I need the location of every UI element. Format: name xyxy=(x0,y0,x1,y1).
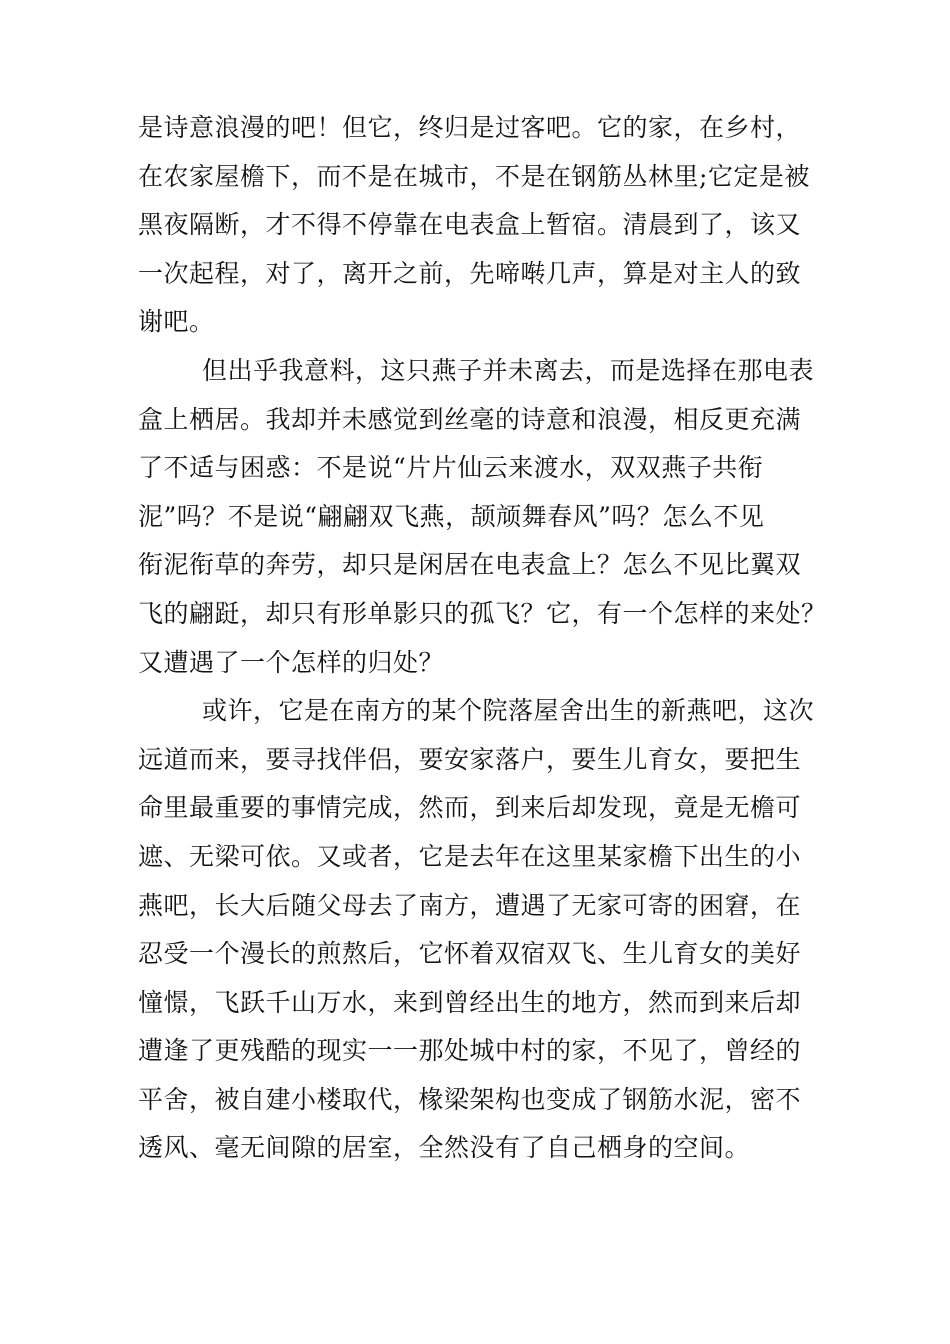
text-line: 一次起程，对了，离开之前，先啼啭几声，算是对主人的致 xyxy=(138,258,802,288)
text-line: 遭逢了更残酷的现实一一那处城中村的家，不见了，曾经的 xyxy=(138,1036,802,1066)
paragraph-3 xyxy=(138,687,838,1173)
text-line: 是诗意浪漫的吧！但它，终归是过客吧。它的家，在乡村， xyxy=(138,113,802,142)
text-line: 在农家屋檐下，而不是在城市，不是在钢筋丛林里;它定是被 xyxy=(138,161,810,191)
text-line: 但出乎我意料，这只燕子并未离去，而是选择在那电表 xyxy=(202,355,815,385)
text-line: 泥”吗？不是说“翩翩双飞燕，颉颃舞春风”吗？怎么不见 xyxy=(138,501,765,531)
text-line: 远道而来，要寻找伴侣，要安家落户，要生儿育女，要把生 xyxy=(138,744,802,774)
text-line: 谢吧。 xyxy=(138,307,215,337)
paragraph-1 xyxy=(138,104,838,347)
text-line: 憧憬，飞跃千山万水，来到曾经出生的地方，然而到来后却 xyxy=(138,987,802,1017)
text-line: 飞的翩跹，却只有形单影只的孤飞？它，有一个怎样的来处？ xyxy=(138,598,827,628)
paragraph-2 xyxy=(138,347,838,687)
text-line: 黑夜隔断，才不得不停靠在电表盒上暂宿。清晨到了，该又 xyxy=(138,210,802,240)
text-line: 忍受一个漫长的煎熬后，它怀着双宿双飞、生儿育女的美好 xyxy=(138,939,802,969)
text-line: 衔泥衔草的奔劳，却只是闲居在电表盒上？怎么不见比翼双 xyxy=(138,550,802,580)
document-body xyxy=(138,104,838,1173)
text-line: 了不适与困惑：不是说“片片仙云来渡水，双双燕子共衔 xyxy=(138,453,764,483)
text-line: 遮、无梁可依。又或者，它是去年在这里某家檐下出生的小 xyxy=(138,841,802,871)
text-line: 燕吧，长大后随父母去了南方，遭遇了无家可寄的困窘，在 xyxy=(138,890,802,920)
text-line: 或许，它是在南方的某个院落屋舍出生的新燕吧，这次 xyxy=(202,696,815,726)
text-line: 又遭遇了一个怎样的归处？ xyxy=(138,647,445,677)
text-line: 平舍，被自建小楼取代，椽梁架构也变成了钢筋水泥，密不 xyxy=(138,1084,802,1114)
text-line: 透风、毫无间隙的居室，全然没有了自己栖身的空间。 xyxy=(138,1133,751,1163)
text-line: 盒上栖居。我却并未感觉到丝毫的诗意和浪漫，相反更充满 xyxy=(138,404,802,434)
text-line: 命里最重要的事情完成，然而，到来后却发现，竟是无檐可 xyxy=(138,793,802,823)
